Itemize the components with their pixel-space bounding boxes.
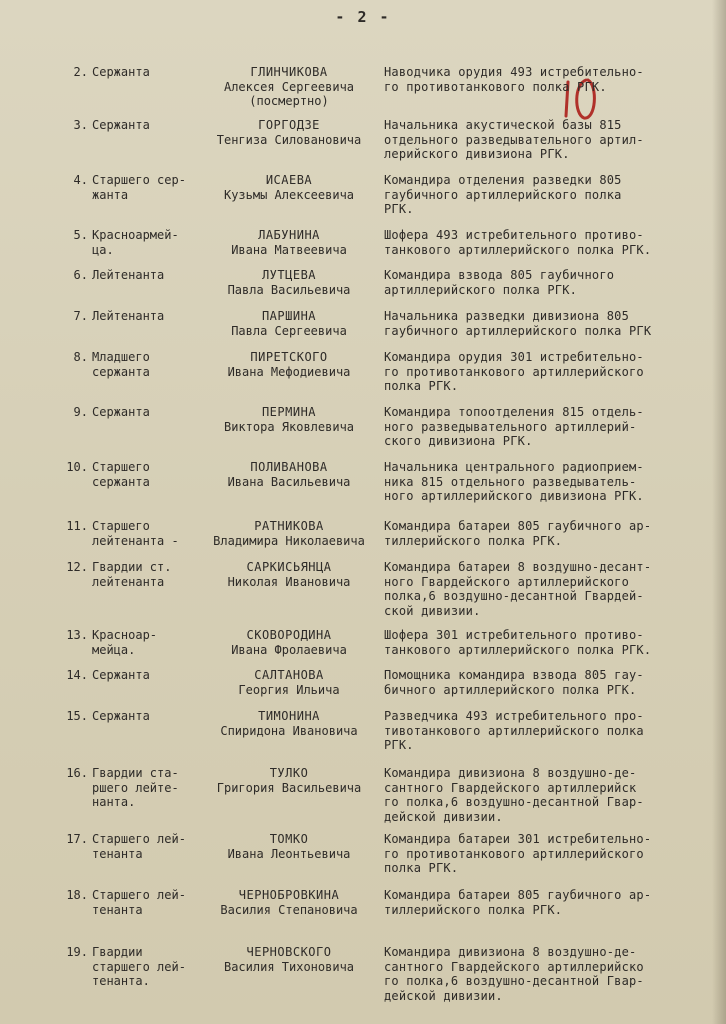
entry-position-line: гаубичного артиллерийского полка <box>384 187 622 202</box>
entry-name <box>180 350 398 379</box>
entry-position-line: го противотанкового артиллерийского <box>384 846 644 861</box>
entry-number: 5. <box>73 228 88 242</box>
entry-name <box>180 888 398 917</box>
entry-position-line: РГК. <box>384 738 414 752</box>
entry-rank-line: ршего лейте- <box>92 780 179 795</box>
entry-position-line: гаубичного артиллерийского полка РГК <box>384 323 652 338</box>
entry-name-line: ГЛИНЧИКОВА <box>250 65 328 79</box>
entry-name-line: ПИРЕТСКОГО <box>250 350 328 364</box>
entry-position <box>384 668 720 697</box>
entry-rank-line: старшего лей- <box>92 959 186 974</box>
entry-position-line: го полка,6 воздушно-десантной Гвар- <box>384 974 644 988</box>
entry-number: 10. <box>66 460 88 474</box>
entry-name-line: Георгия Ильича <box>238 682 340 697</box>
entry-position-line: ного Гвардейского артиллерийского <box>384 574 630 589</box>
entry-name <box>180 519 398 548</box>
entry-name-line: ПОЛИВАНОВА <box>250 460 328 474</box>
entry-name-line: СКОВОРОДИНА <box>246 628 332 642</box>
entry-name-line: Спиридона Ивановича <box>220 723 358 738</box>
entry-number: 3. <box>73 118 88 132</box>
entry-position-line: Разведчика 493 истребительного про- <box>384 709 644 723</box>
entry-position-line: Командира топоотделения 815 отдель- <box>384 405 644 419</box>
entry-position-line: Командира отделения разведки 805 <box>384 173 622 187</box>
entry-name-line: (посмертно) <box>249 94 329 108</box>
entry-position-line: тиллерийского полка РГК. <box>384 902 563 917</box>
entry-position-line: артиллерийского полка РГК. <box>384 282 578 297</box>
entry-name <box>180 709 398 738</box>
entry-position-line: тиллерийского полка РГК. <box>384 533 563 548</box>
entry-name-line: Василия Тихоновича <box>223 959 355 974</box>
entry-name <box>180 628 398 657</box>
entry-number: 8. <box>73 350 88 364</box>
entry-position <box>384 888 720 917</box>
entry-rank-line: тенанта <box>92 846 143 861</box>
entry-position-line: Командира батареи 8 воздушно-десант- <box>384 560 652 574</box>
entry-position <box>384 460 720 504</box>
entry-name-line: Алексея Сергеевича <box>223 79 355 94</box>
entry-position <box>384 173 720 217</box>
entry-position-line: ника 815 отдельного разведыватель- <box>384 474 637 489</box>
entry-number: 18. <box>66 888 88 902</box>
entry-position-line: го противотанкового артиллерийского <box>384 364 644 379</box>
entry-rank-line: Сержанта <box>92 65 150 79</box>
entry-position-line: Командира дивизиона 8 воздушно-де- <box>384 766 637 780</box>
entry-rank-line: Младшего <box>92 350 150 364</box>
entry-rank-line: Гвардии ст. <box>92 560 172 574</box>
entry-name-line: Ивана Мефодиевича <box>227 364 351 379</box>
entry-rank-line: ца. <box>92 242 114 257</box>
entry-name-line: Ивана Фролаевича <box>231 642 347 657</box>
entry-name <box>180 228 398 257</box>
entry-position-line: дейской дивизии. <box>384 809 503 824</box>
entry-position-line: Начальника акустической базы 815 <box>384 118 622 132</box>
entry-name-line: ГОРГОДЗЕ <box>258 118 320 132</box>
entry-position-line: го полка,6 воздушно-десантной Гвар- <box>384 795 644 809</box>
entry-rank-line: Старшего <box>92 519 150 533</box>
entry-position <box>384 405 720 449</box>
entry-name <box>180 668 398 697</box>
entry-position <box>384 65 720 94</box>
entry-position-line: Командира взвода 805 гаубичного <box>384 268 615 282</box>
entry-rank-line: жанта <box>92 187 129 202</box>
entry-position-line: ного артиллерийского дивизиона РГК. <box>384 489 644 503</box>
entry-position <box>384 560 720 618</box>
entry-name-line: Ивана Леонтьевича <box>227 846 351 861</box>
entry-position-line: ного разведывательного артиллерий- <box>384 419 637 434</box>
page-number: - 2 - <box>335 8 391 26</box>
entry-name-line: Григория Васильевича <box>216 780 362 795</box>
entry-name <box>180 405 398 434</box>
entry-position-line: Помощника командира взвода 805 гау- <box>384 668 644 682</box>
entry-rank-line: Сержанта <box>92 118 150 132</box>
entry-position-line: Начальника центрального радиоприем- <box>384 460 644 474</box>
entry-position-line: Командира орудия 301 истребительно- <box>384 350 644 364</box>
entry-rank-line: Сержанта <box>92 668 150 682</box>
entry-rank-line: нанта. <box>92 795 136 809</box>
entry-name-line: Владимира Николаевича <box>213 533 365 548</box>
entry-position-line: лерийского дивизиона РГК. <box>384 147 570 161</box>
entry-name <box>180 766 398 795</box>
entry-name <box>180 560 398 589</box>
entry-name <box>180 268 398 297</box>
entry-position-line: ской дивизии. <box>384 603 481 618</box>
entry-name-line: Кузьмы Алексеевича <box>223 187 355 202</box>
entry-rank-line: Гвардии <box>92 945 143 959</box>
entry-number: 17. <box>66 832 88 846</box>
entry-name <box>180 309 398 338</box>
entry-number: 9. <box>73 405 88 419</box>
entry-position <box>384 118 720 162</box>
entry-name <box>180 460 398 489</box>
entry-rank-line: Лейтенанта <box>92 268 165 282</box>
entry-name-line: САРКИСЬЯНЦА <box>246 560 332 574</box>
entry-name <box>180 945 398 974</box>
entry-number: 6. <box>73 268 88 282</box>
entry-position-line: сантного Гвардейского артиллерийск <box>384 780 637 795</box>
entry-position <box>384 628 720 657</box>
entry-number: 15. <box>66 709 88 723</box>
entry-position-line: полка,6 воздушно-десантной Гвардей- <box>384 589 644 603</box>
entry-rank-line: тенанта <box>92 902 143 917</box>
entry-number: 13. <box>66 628 88 642</box>
entry-number: 19. <box>66 945 88 959</box>
entry-position <box>384 228 720 257</box>
entry-name-line: ИСАЕВА <box>265 173 313 187</box>
entry-position <box>384 709 720 753</box>
entry-rank-line: Сержанта <box>92 405 150 419</box>
entry-position-line: полка РГК. <box>384 379 459 393</box>
entry-name <box>180 65 398 109</box>
entry-position <box>384 268 720 297</box>
entry-name-line: Ивана Матвеевича <box>231 242 347 257</box>
entry-number: 2. <box>73 65 88 79</box>
entry-name-line: ТУЛКО <box>269 766 309 780</box>
entry-position-line: танкового артиллерийского полка РГК. <box>384 242 652 257</box>
entry-position-line: бичного артиллерийского полка РГК. <box>384 682 637 697</box>
entry-position-line: Командира дивизиона 8 воздушно-де- <box>384 945 637 959</box>
entry-name-line: ЛУТЦЕВА <box>261 268 317 282</box>
entry-position-line: Командира батареи 301 истребительно- <box>384 832 652 846</box>
entry-name <box>180 118 398 147</box>
entry-name-line: Павла Васильевича <box>227 282 351 297</box>
entry-position-line: Командира батареи 805 гаубичного ар- <box>384 519 652 533</box>
entry-position-line: ского дивизиона РГК. <box>384 434 533 448</box>
entry-rank-line: лейтенанта <box>92 574 165 589</box>
entry-position <box>384 832 720 876</box>
entry-position-line: Наводчика орудия 493 истребительно- <box>384 65 644 79</box>
entry-rank-line: Старшего <box>92 460 150 474</box>
entry-rank-line: сержанта <box>92 474 150 489</box>
entry-rank-line: лейтенанта - <box>92 533 179 548</box>
entry-rank-line: мейца. <box>92 642 136 657</box>
entry-position-line: Шофера 493 истребительного противо- <box>384 228 644 242</box>
entry-rank-line: Старшего лей- <box>92 832 186 846</box>
entry-name-line: ПАРШИНА <box>261 309 317 323</box>
entry-rank-line: Гвардии ста- <box>92 766 179 780</box>
entry-rank-line: Лейтенанта <box>92 309 165 323</box>
entry-name-line: ЧЕРНОБРОВКИНА <box>238 888 340 902</box>
entry-name-line: ТОМКО <box>269 832 309 846</box>
entry-position-line: го противотанкового полка РГК. <box>384 79 607 94</box>
entry-rank-line: сержанта <box>92 364 150 379</box>
entry-name-line: Николая Ивановича <box>227 574 351 589</box>
entry-position-line: тивотанкового артиллерийского полка <box>384 723 644 738</box>
entry-name-line: ПЕРМИНА <box>261 405 317 419</box>
entry-name-line: Тенгиза Силовановича <box>216 132 362 147</box>
entry-name <box>180 832 398 861</box>
entry-name-line: РАТНИКОВА <box>254 519 324 533</box>
entry-position-line: РГК. <box>384 202 414 216</box>
entry-position-line: Начальника разведки дивизиона 805 <box>384 309 630 323</box>
entry-name-line: Виктора Яковлевича <box>223 419 355 434</box>
entry-rank-line: Старшего сер- <box>92 173 186 187</box>
entry-position-line: Командира батареи 805 гаубичного ар- <box>384 888 652 902</box>
entry-rank-line: Сержанта <box>92 709 150 723</box>
entry-name-line: Василия Степановича <box>220 902 358 917</box>
entry-position <box>384 309 720 338</box>
entry-rank-line: Красноар- <box>92 628 158 642</box>
entry-number: 14. <box>66 668 88 682</box>
entry-number: 12. <box>66 560 88 574</box>
entry-position-line: сантного Гвардейского артиллерийско <box>384 959 644 974</box>
entry-rank-line: тенанта. <box>92 974 150 988</box>
entry-position <box>384 945 720 1003</box>
entry-number: 16. <box>66 766 88 780</box>
entry-position <box>384 350 720 394</box>
entry-name-line: Павла Сергеевича <box>231 323 347 338</box>
entry-position <box>384 519 720 548</box>
entry-position-line: Шофера 301 истребительного противо- <box>384 628 644 642</box>
entry-name-line: САЛТАНОВА <box>254 668 324 682</box>
entry-name <box>180 173 398 202</box>
entry-name-line: Ивана Васильевича <box>227 474 351 489</box>
entry-rank-line: Старшего лей- <box>92 888 186 902</box>
entry-number: 11. <box>66 519 88 533</box>
entry-position-line: полка РГК. <box>384 861 459 875</box>
entry-position <box>384 766 720 824</box>
entry-position-line: дейской дивизии. <box>384 988 503 1003</box>
entry-name-line: ТИМОНИНА <box>258 709 320 723</box>
entry-position-line: отдельного разведывательного артил- <box>384 132 644 147</box>
entry-rank-line: Красноармей- <box>92 228 179 242</box>
entry-position-line: танкового артиллерийского полка РГК. <box>384 642 652 657</box>
entry-name-line: ЧЕРНОВСКОГО <box>246 945 332 959</box>
entry-name-line: ЛАБУНИНА <box>258 228 320 242</box>
entry-number: 7. <box>73 309 88 323</box>
entry-number: 4. <box>73 173 88 187</box>
